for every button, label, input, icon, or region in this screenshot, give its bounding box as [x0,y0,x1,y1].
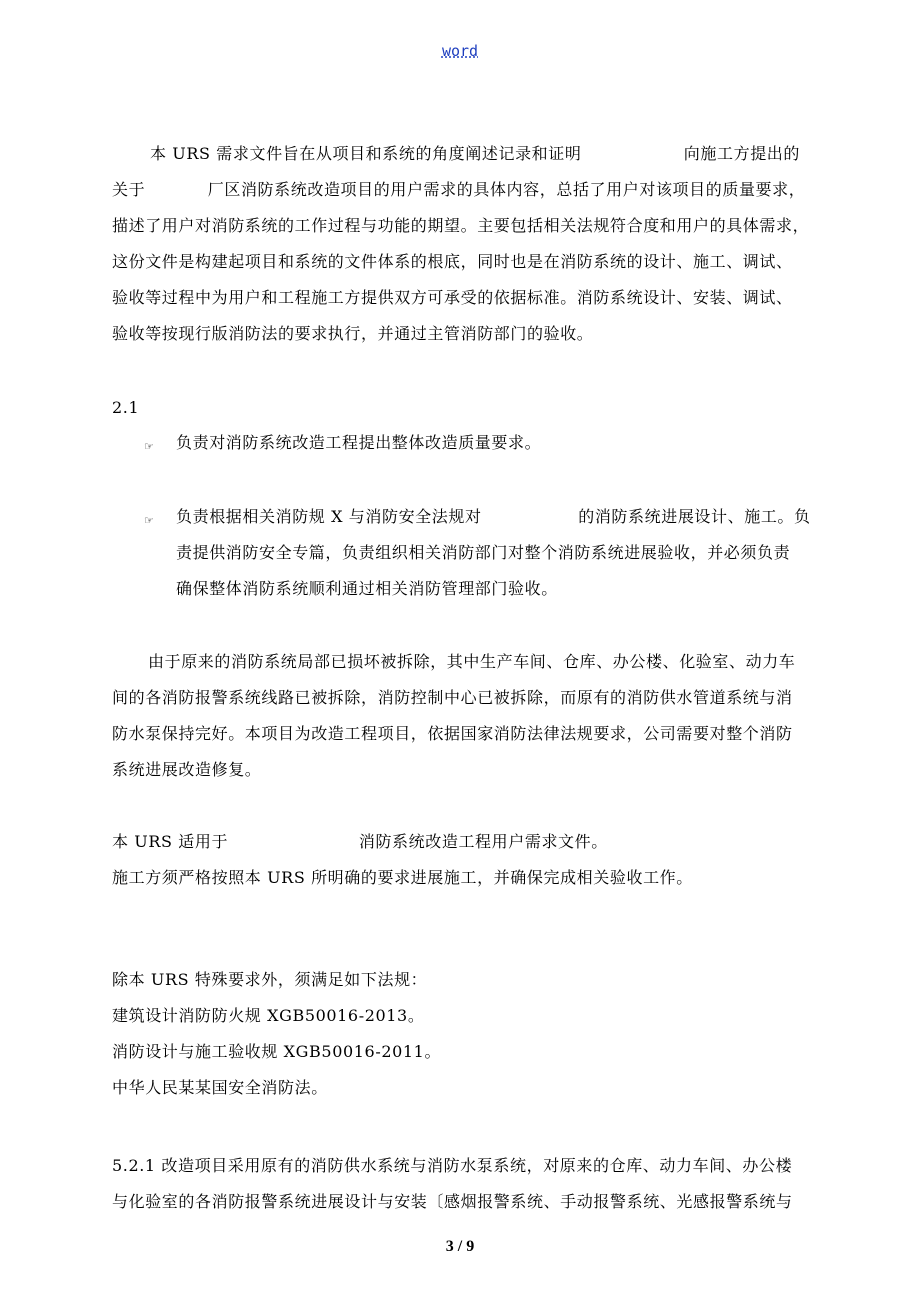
p1-line-6: 验收等按现行版消防法的要求执行，并通过主管消防部门的验收。 [112,324,594,343]
bullet-2-line-3: 确保整体消防系统顺利通过相关消防管理部门验收。 [176,579,558,598]
p1-line-5: 验收等过程中为用户和工程施工方提供双方可承受的依据标准。消防系统设计、安装、调试、 [112,288,793,307]
regs-line-2: 建筑设计消防防火规 XGB50016-2013。 [112,1006,425,1025]
page-number: 3 / 9 [445,1238,475,1255]
p2-line-3: 防水泵保持完好。本项目为改造工程项目，依据国家消防法律法规要求，公司需要对整个消防 [112,724,793,743]
p2-line-4: 系统进展改造修复。 [112,760,262,779]
bullet-1-line-1: 负责对消防系统改造工程提出整体改造质量要求。 [176,433,542,452]
bullet-icon: ☞ [144,514,154,527]
scope-line-2: 施工方须严格按照本 URS 所明确的要求进展施工，并确保完成相关验收工作。 [112,868,693,887]
bullet-2-line-2: 责提供消防安全专篇，负责组织相关消防部门对整个消防系统进展验收，并必须负责 [176,543,791,562]
header-word-link[interactable]: word [441,42,479,60]
p2-line-1: 由于原来的消防系统局部已损坏被拆除，其中生产车间、仓库、办公楼、化验室、动力车 [148,652,796,671]
regs-line-4: 中华人民某某国安全消防法。 [112,1078,328,1097]
p1-line-3: 描述了用户对消防系统的工作过程与功能的期望。主要包括相关法规符合度和用户的具体需求， [112,216,810,235]
bullet-2-line-1: 负责根据相关消防规 X 与消防安全法规对 的消防系统进展设计、施工。负 [176,507,811,526]
section-number: 2.1 [112,398,140,417]
regs-line-1: 除本 URS 特殊要求外，须满足如下法规： [112,970,428,989]
p1-line-4: 这份文件是构建起项目和系统的文件体系的根底，同时也是在消防系统的设计、施工、调试、 [112,252,793,271]
p2-line-2: 间的各消防报警系统线路已被拆除，消防控制中心已被拆除，而原有的消防供水管道系统与消 [112,688,793,707]
bullet-icon: ☞ [144,440,154,453]
p3-line-1: 5.2.1 改造项目采用原有的消防供水系统与消防水泵系统，对原来的仓库、动力车间、办公楼 [112,1156,793,1175]
p3-line-2: 与化验室的各消防报警系统进展设计与安装〔感烟报警系统、手动报警系统、光感报警系统与 [112,1192,793,1211]
regs-line-3: 消防设计与施工验收规 XGB50016-2011。 [112,1042,442,1061]
p1-line-2: 关于 厂区消防系统改造项目的用户需求的具体内容，总括了用户对该项目的质量要求， [112,180,806,199]
scope-line-1: 本 URS 适用于 消防系统改造工程用户需求文件。 [112,832,608,851]
p1-line-1: 本 URS 需求文件旨在从项目和系统的角度阐述记录和证明 向施工方提出的 [150,144,801,163]
